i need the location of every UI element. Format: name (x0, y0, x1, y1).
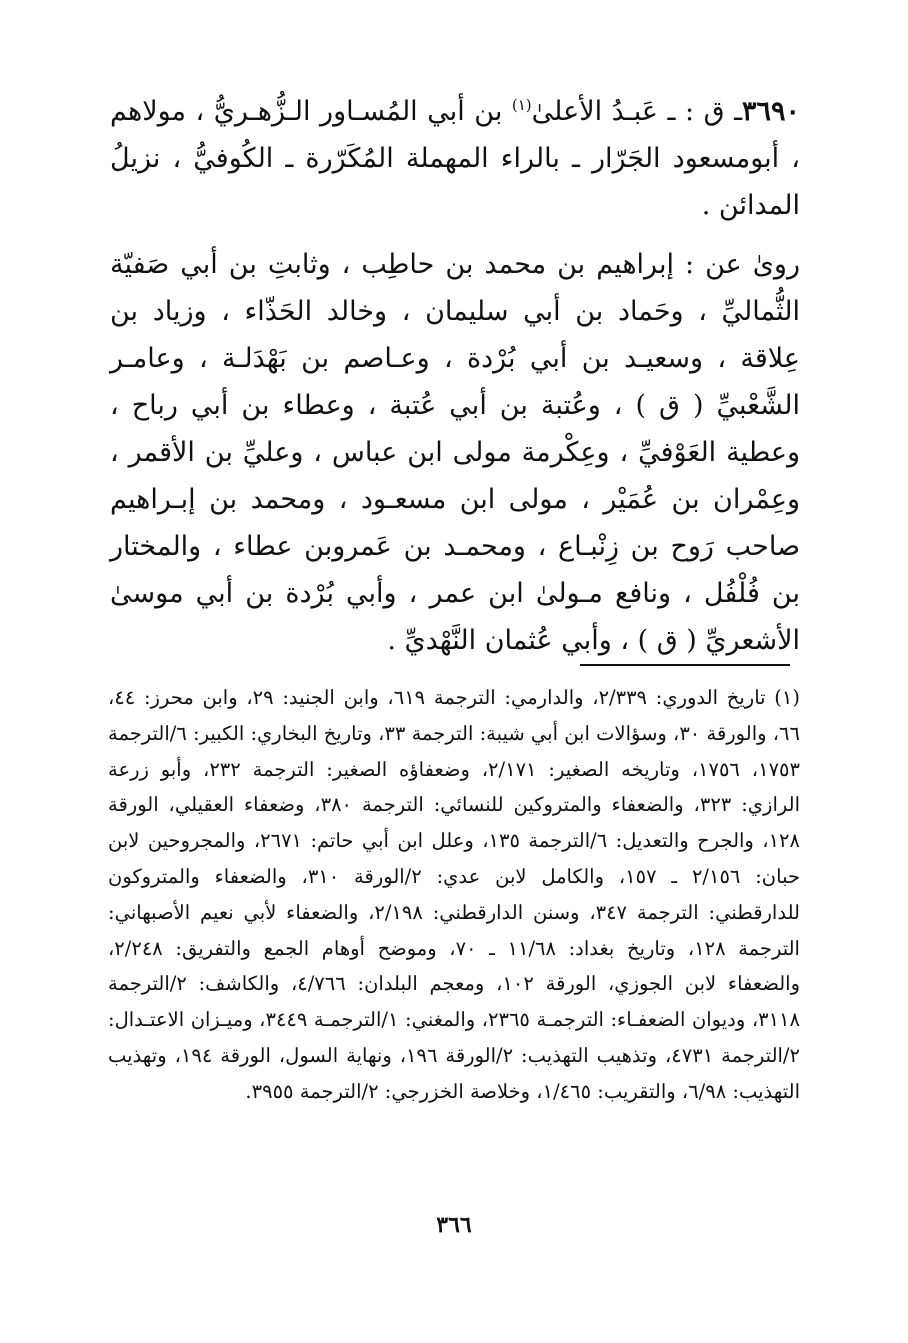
footnote-text: (١) تاريخ الدوري: ٢/٣٣٩، والدارمي: الترجمة ٦١٩، وابن الجنيد: ٢٩، وابن محرز: ٤٤، ٦٦، والورقة ٣٠، وسؤالات ابن أبي شيبة: الترجمة ٣٣، وتاريخ البخاري: الكبير: ٦/الترجمة ١٧٥٣، ١٧٥٦، وتاريخه الصغير: ٢/١٧١، وضعفاؤه الصغير: الترجمة ٢٣٢، وأبو زرعة الرازي: ٣٢٣، والضعفاء والمتروكين للنسائي: الترجمة ٣٨٠، وضعفاء العقيلي، الورقة ١٢٨، والجرح والتعديل: ٦/الترجمة ١٣٥، وعلل ابن أبي حاتم: ٢٦٧١، والمجروحين لابن حبان: ٢/١٥٦ ـ ١٥٧، والكامل لابن عدي: ٢/الورقة ٣١٠، والضعفاء والمتروكون للدارقطني: الترجمة ٣٤٧، وسنن الدارقطني: ٢/١٩٨، والضعفاء لأبي نعيم الأصبهاني: الترجمة ١٢٨، وتاريخ بغداد: ١١/٦٨ ـ ٧٠، وموضح أوهام الجمع والتفريق: ٢/٢٤٨، والضعفاء لابن الجوزي، الورقة ١٠٢، ومعجم البلدان: ٤/٧٦٦، والكاشف: ٢/الترجمة ٣١١٨، وديوان الضعفـاء: الترجمـة ٢٣٦٥، والمغني: ١/الترجمـة ٣٤٤٩، وميـزان الاعتـدال: ٢/الترجمة ٤٧٣١، وتذهيب التهذيب: ٢/الورقة ١٩٦، ونهاية السول، الورقة ١٩٤، وتهذيب التهذيب: ٦/٩٨، والتقريب: ١/٤٦٥، وخلاصة الخزرجي: ٢/الترجمة ٣٩٥٥. (108, 686, 801, 1103)
entry-heading-paragraph (110, 88, 800, 229)
entry-description: بن أبي المُسـاور الـزُّهـريُّ ، مولاهم ، أبومسعود الجَرّار ـ بالراء المهملة المُكَرّرة ـ الكُوفيُّ ، نزيلُ المدائن . (110, 96, 800, 221)
main-text (110, 88, 800, 664)
narrators-paragraph: روىٰ عن : إبراهيم بن محمد بن حاطِب ، وثابتِ بن أبي صَفيّة الثُّماليِّ ، وحَماد بن أبي سليمان ، وخالد الحَذّاء ، وزياد بن عِلاقة ، وسعيـد بن أبي بُرْدة ، وعـاصم بن بَهْدَلـة ، وعامـر الشَّعْبيِّ ( ق ) ، وعُتبة بن أبي عُتبة ، وعطاء بن أبي رباح ، وعطية العَوْفيِّ ، وعِكْرمة مولى ابن عباس ، وعليِّ بن الأقمر ، وعِمْران بن عُمَيْر ، مولى ابن مسعـود ، ومحمد بن إبـراهيم صاحب رَوح بن زِنْبـاع ، ومحمـد بن عَمروبن عطاء ، والمختار بن فُلْفُل ، ونافع مـولىٰ ابن عمر ، وأبي بُرْدة بن أبي موسىٰ الأشعريِّ ( ق ) ، وأبي عُثمان النَّهْديِّ . (110, 249, 800, 656)
footnotes-section (108, 680, 800, 1110)
entry-name: ـ ق : ـ عَبـدُ الأعلىٰ (531, 96, 742, 127)
page-number: ٣٦٦ (436, 1212, 472, 1238)
footnote-separator (580, 664, 790, 666)
footnote-marker: (١) (511, 96, 532, 114)
entry-number: ٣٦٩٠ (741, 96, 800, 127)
